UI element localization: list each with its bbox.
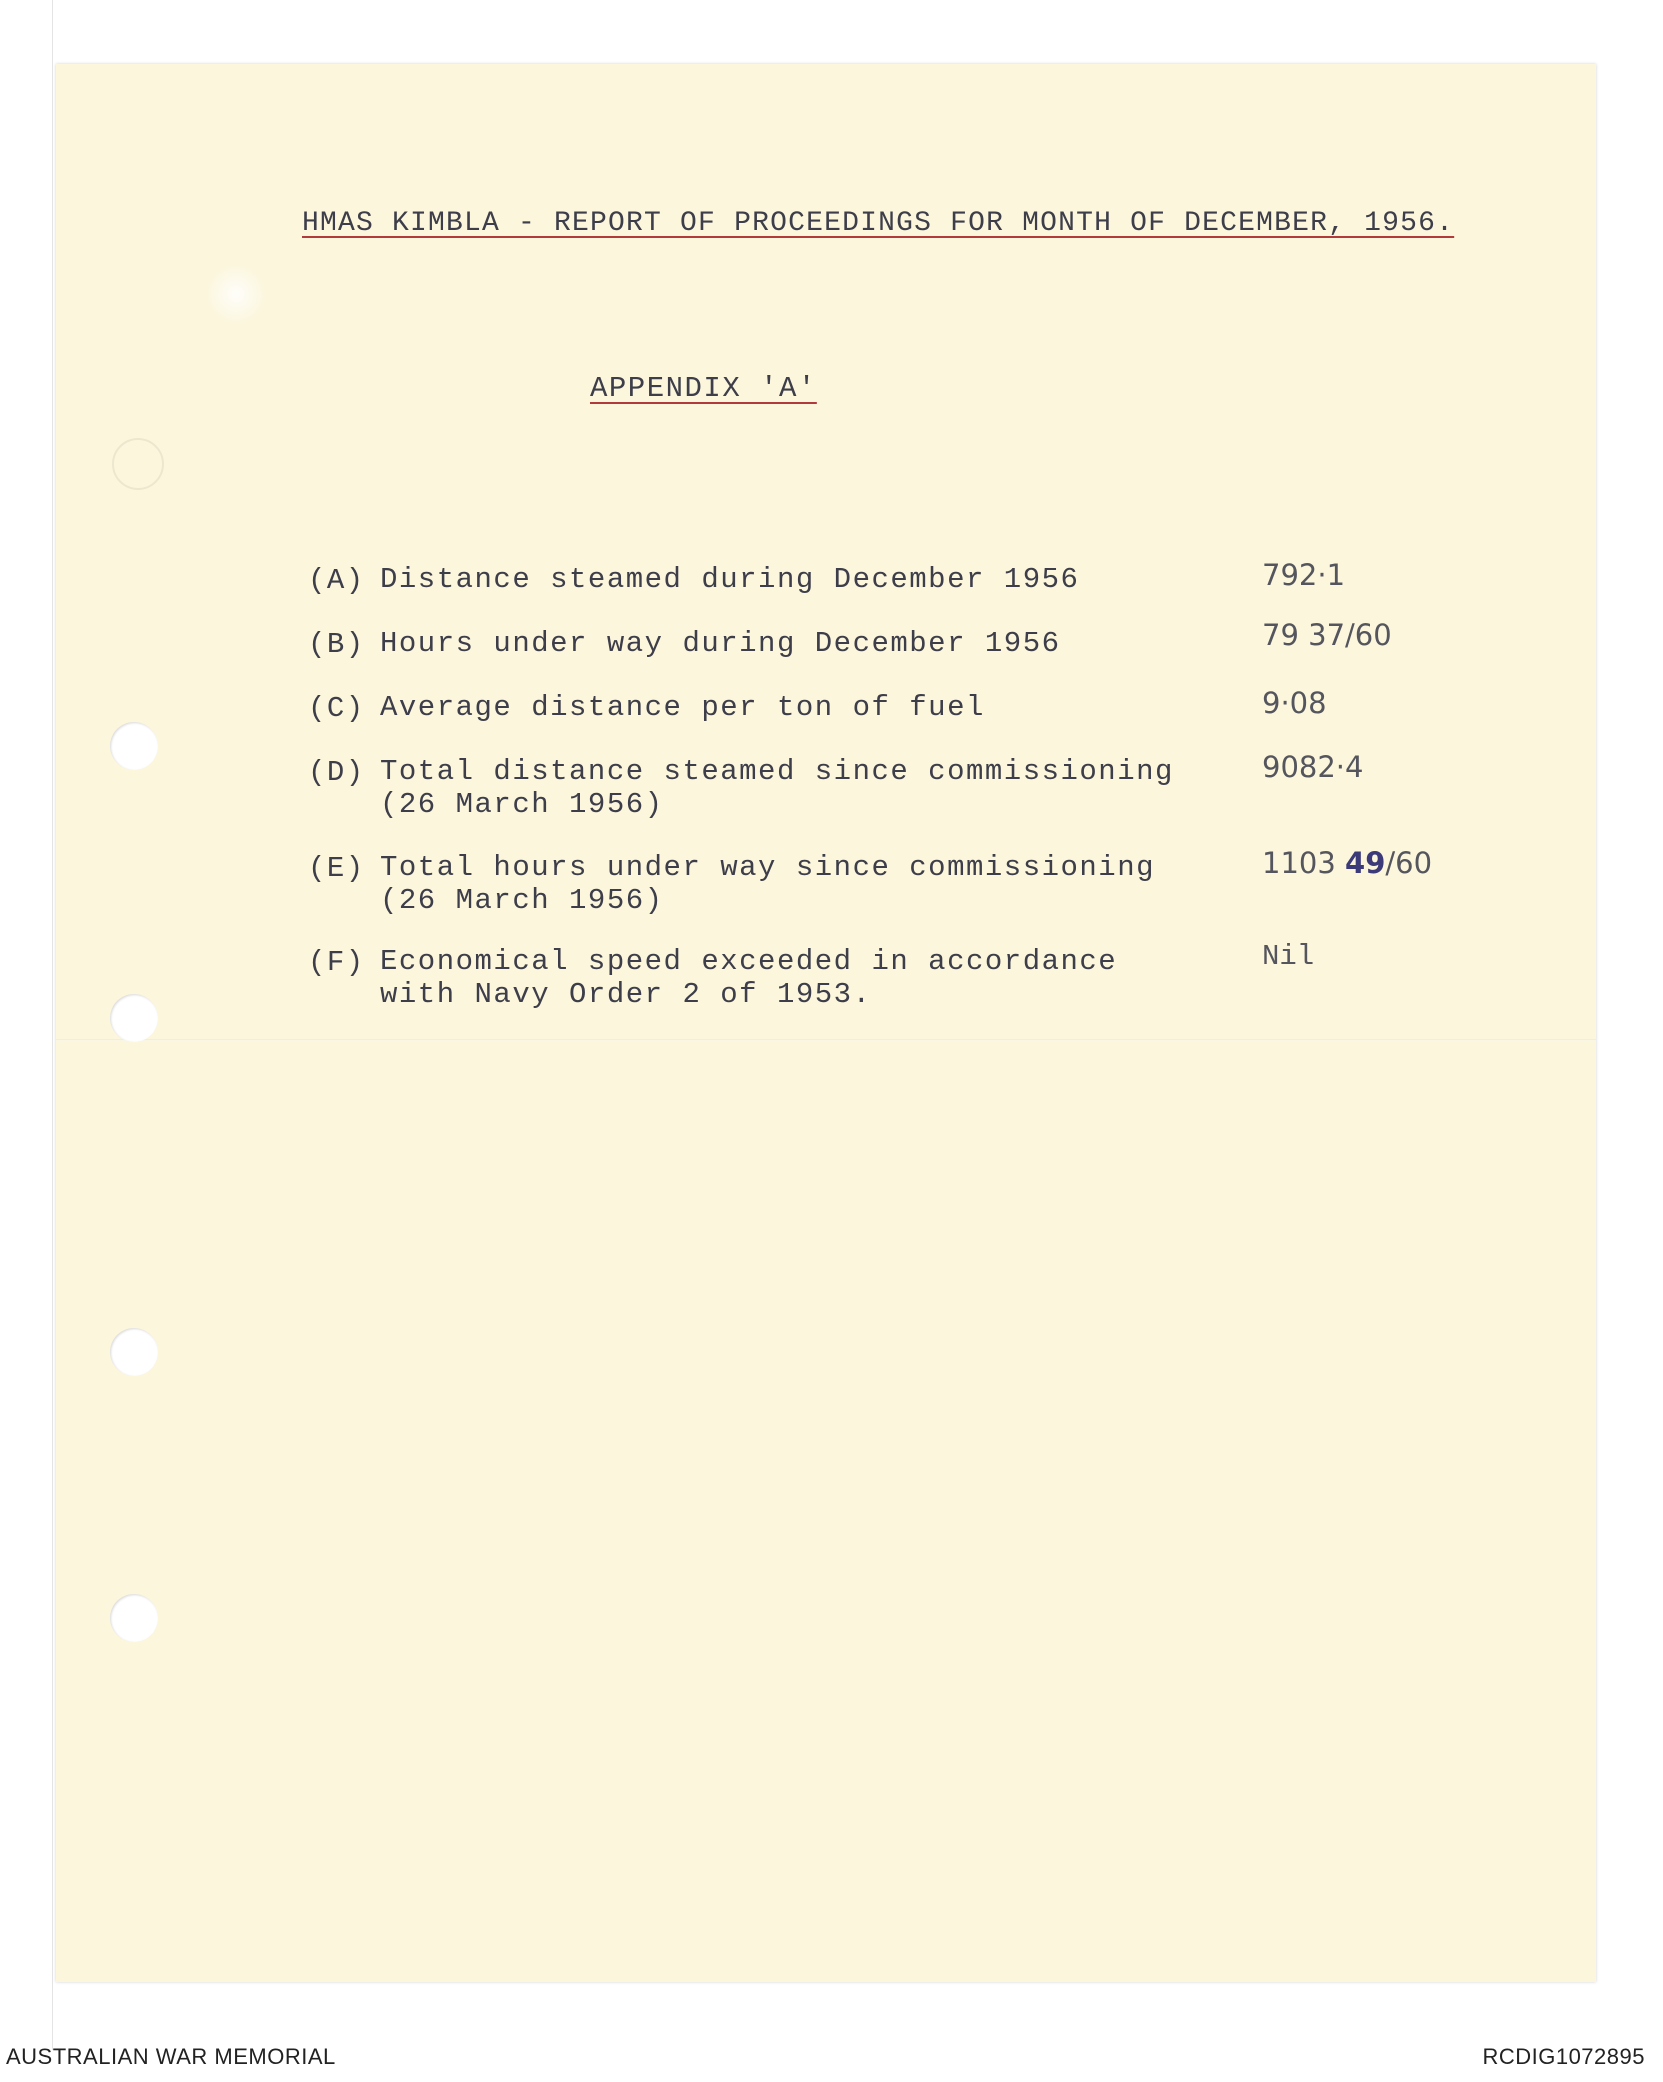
punch-hole <box>110 1328 158 1376</box>
report-title: HMAS KIMBLA - REPORT OF PROCEEDINGS FOR MONTH OF DECEMBER, 1956. <box>302 208 1455 239</box>
punch-hole <box>110 994 158 1042</box>
footer-record-id: RCDIG1072895 <box>1482 2044 1645 2069</box>
item-e-text-line2: (26 March 1956) <box>380 884 664 917</box>
punch-hole <box>112 438 164 490</box>
item-e-value-denominator: /60 <box>1385 846 1433 880</box>
item-c-value: 9·08 <box>1262 686 1327 720</box>
appendix-heading: APPENDIX 'A' <box>590 372 817 405</box>
item-c-text: Average distance per ton of fuel <box>380 691 985 724</box>
item-d-label: (D) <box>308 756 365 789</box>
punch-hole <box>110 722 158 770</box>
item-c-label: (C) <box>308 692 365 725</box>
paper-damage <box>206 264 266 324</box>
document-page <box>56 64 1596 1982</box>
item-e-value-handwritten: 49 <box>1345 846 1386 880</box>
item-d-text-line2: (26 March 1956) <box>380 788 664 821</box>
item-f-value: Nil <box>1262 940 1315 973</box>
item-a-text: Distance steamed during December 1956 <box>380 563 1080 596</box>
punch-hole <box>110 1594 158 1642</box>
item-d-value: 9082·4 <box>1262 750 1364 784</box>
item-b-text: Hours under way during December 1956 <box>380 627 1061 660</box>
item-e-label: (E) <box>308 852 365 885</box>
item-a-value: 792·1 <box>1262 558 1346 592</box>
item-a-label: (A) <box>308 564 365 597</box>
item-f-label: (F) <box>308 946 365 979</box>
item-b-label: (B) <box>308 628 365 661</box>
fold-line <box>56 1039 1596 1041</box>
item-d-text: Total distance steamed since commissioning <box>380 755 1174 788</box>
item-e-text: Total hours under way since commissioning <box>380 851 1156 884</box>
item-b-value: 79 37/60 <box>1262 618 1392 652</box>
item-e-value <box>1262 846 1432 880</box>
scan-edge <box>52 0 53 2050</box>
item-f-text-line2: with Navy Order 2 of 1953. <box>380 978 872 1011</box>
footer-archive: AUSTRALIAN WAR MEMORIAL <box>6 2044 336 2069</box>
item-f-text: Economical speed exceeded in accordance <box>380 945 1118 978</box>
item-e-value-hours: 1103 <box>1262 846 1336 880</box>
